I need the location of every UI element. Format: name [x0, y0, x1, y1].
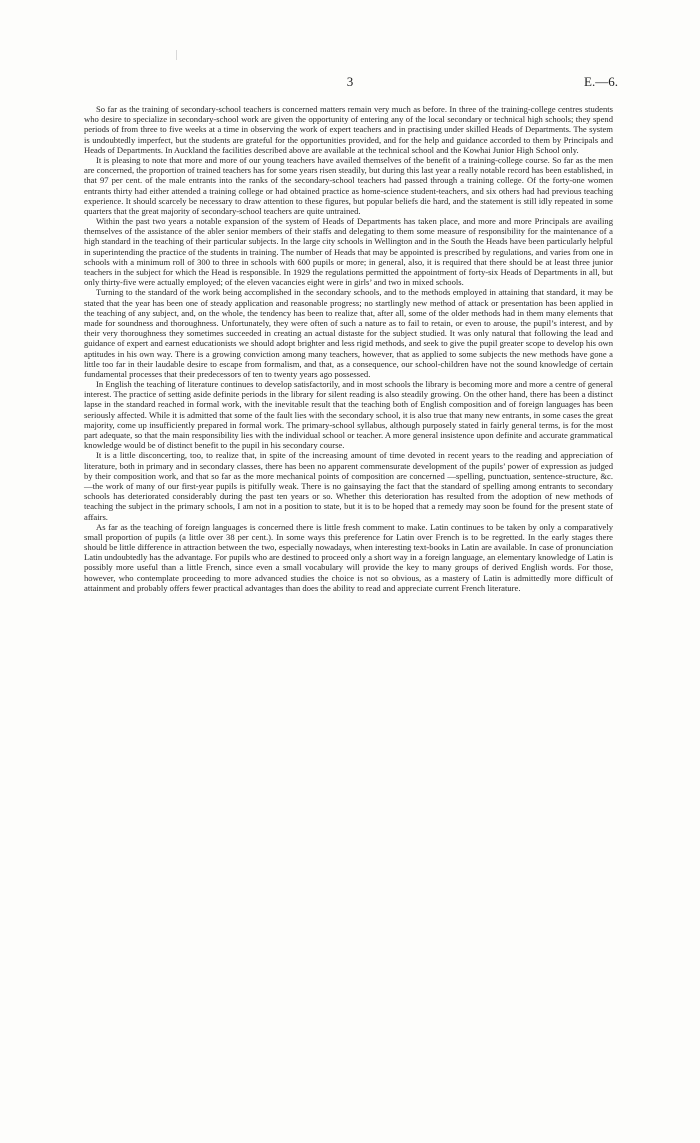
scan-mark	[176, 50, 177, 60]
paragraph: Within the past two years a notable expansion of the system of Heads of Departments has taken place, and more and more Principals are availing themselves of the assistance of the abler senior members of their staffs and delegating to them some measure of responsibility for the maintenance of a high standard in the teaching of their particular subjects. In the large city schools in Wellington and in the South the Heads have been particularly helpful in superintending the practice of the students in training. The number of Heads that may be appointed is prescribed by regulations, and varies from one in schools with a minimum roll of 300 to three in schools with 600 pupils or more; in general, also, it is required that there should be at least three junior teachers in the subject for which the Head is responsible. In 1929 the regulations permitted the appointment of forty-six Heads of Departments in all, but only thirty-five were actually employed; of the eleven vacancies eight were in girls’ and two in mixed schools.	[84, 216, 613, 288]
page-number: 3	[346, 74, 354, 89]
paragraph: It is a little disconcerting, too, to realize that, in spite of the increasing amount of time devoted in recent years to the reading and appreciation of literature, both in primary and in secondary classes, there has been no apparent commensurate development of the pupils’ power of expression as judged by their composition work, and that so far as the more mechanical points of composition are concerned —spelling, punctuation, sentence-structure, &c.—the work of many of our first-year pupils is pitifully weak. There is no gainsaying the fact that the standard of spelling among entrants to secondary schools has deteriorated considerably during the past ten years or so. Whether this deterioration has resulted from the adoption of new methods of teaching the subject in the primary schools, I am not in a position to state, but it is to be hoped that a remedy may soon be found for the present state of affairs.	[84, 450, 613, 522]
page-header	[84, 74, 616, 90]
paragraph: It is pleasing to note that more and more of our young teachers have availed themselves of the benefit of a training-college course. So far as the men are concerned, the proportion of trained teachers has for some years risen steadily, but during this last year a really notable record has been established, in that 97 per cent. of the male entrants into the ranks of the secondary-school teachers had passed through a training college. Of the forty-one women entrants thirty had either attended a training college or had obtained practice as home-science student-teachers, and six others had had previous teaching experience. It should scarcely be necessary to draw attention to these figures, but popular beliefs die hard, and the statement is still idly repeated in some quarters that the great majority of secondary-school teachers are quite untrained.	[84, 154, 613, 216]
body-text	[84, 104, 613, 593]
paragraph: Turning to the standard of the work being accomplished in the secondary schools, and to the methods employed in attaining that standard, it may be stated that the year has been one of steady application and reasonable progress; no startlingly new method of attack or presentation has been applied in the teaching of any subject, and, on the whole, the tendency has been to realize that, after all, some of the older methods had in them many elements that made for soundness and thoroughness. Unfortunately, they were often of such a nature as to fail to retain, or even to arouse, the pupil’s interest, and by their very thoroughness they sometimes succeeded in creating an actual distaste for the subject studied. It was only natural that following the lead and guidance of expert and earnest educationists we should adopt brighter and less rigid methods, and seek to give the pupil greater scope to develop his own aptitudes in his own way. There is a growing conviction among many teachers, however, that as applied to some subjects the new methods have gone a little too far in their laudable desire to escape from formalism, and that, as a consequence, our school-children have not the sound knowledge of certain fundamental processes that their predecessors of ten to twenty years ago possessed.	[84, 287, 613, 379]
paragraph: So far as the training of secondary-school teachers is concerned matters remain very much as before. In three of the training-college centres students who desire to specialize in secondary-school work are given the opportunity of entering any of the local secondary or technical high schools; they spend periods of from three to five weeks at a time in observing the work of expert teachers and in practising under skilled Heads of Departments. The system is undoubtedly imperfect, but the students are grateful for the opportunities provided, and for the help and guidance accorded to them by Principals and Heads of Departments. In Auckland the facilities described above are available at the technical school and the Kowhai Junior High School only.	[84, 104, 613, 155]
document-reference: E.—6.	[584, 74, 618, 89]
paragraph: As far as the teaching of foreign languages is concerned there is little fresh comment to make. Latin continues to be taken by only a comparatively small proportion of pupils (a little over 38 per cent.). In some ways this preference for Latin over French is to be regretted. In the early stages there should be little difference in attraction between the two, especially nowadays, when interesting text-books in Latin are available. In case of pronunciation Latin undoubtedly has the advantage. For pupils who are destined to proceed only a short way in a foreign language, an elementary knowledge of Latin is possibly more useful than a little French, since even a small vocabulary will provide the key to many groups of derived English words. For those, however, who contemplate proceeding to more advanced studies the choice is not so obvious, as a mastery of Latin is admittedly more difficult of attainment and probably offers fewer practical advantages than does the ability to read and appreciate current French literature.	[84, 521, 613, 593]
paragraph: In English the teaching of literature continues to develop satisfactorily, and in most schools the library is becoming more and more a centre of general interest. The practice of setting aside definite periods in the library for silent reading is also steadily growing. On the other hand, there has been a distinct lapse in the standard reached in formal work, with the inevitable result that the teaching both of English composition and of foreign languages has been seriously affected. While it is admitted that some of the fault lies with the secondary school, it is also true that many new entrants, in some cases the great majority, come up insufficiently prepared in formal work. The primary-school syllabus, although purposely stated in fairly general terms, is for the most part adequate, so that the main responsibility lies with the individual school or teacher. A more general insistence upon definite and accurate grammatical knowledge would be of distinct benefit to the pupil in his secondary course.	[84, 379, 613, 451]
